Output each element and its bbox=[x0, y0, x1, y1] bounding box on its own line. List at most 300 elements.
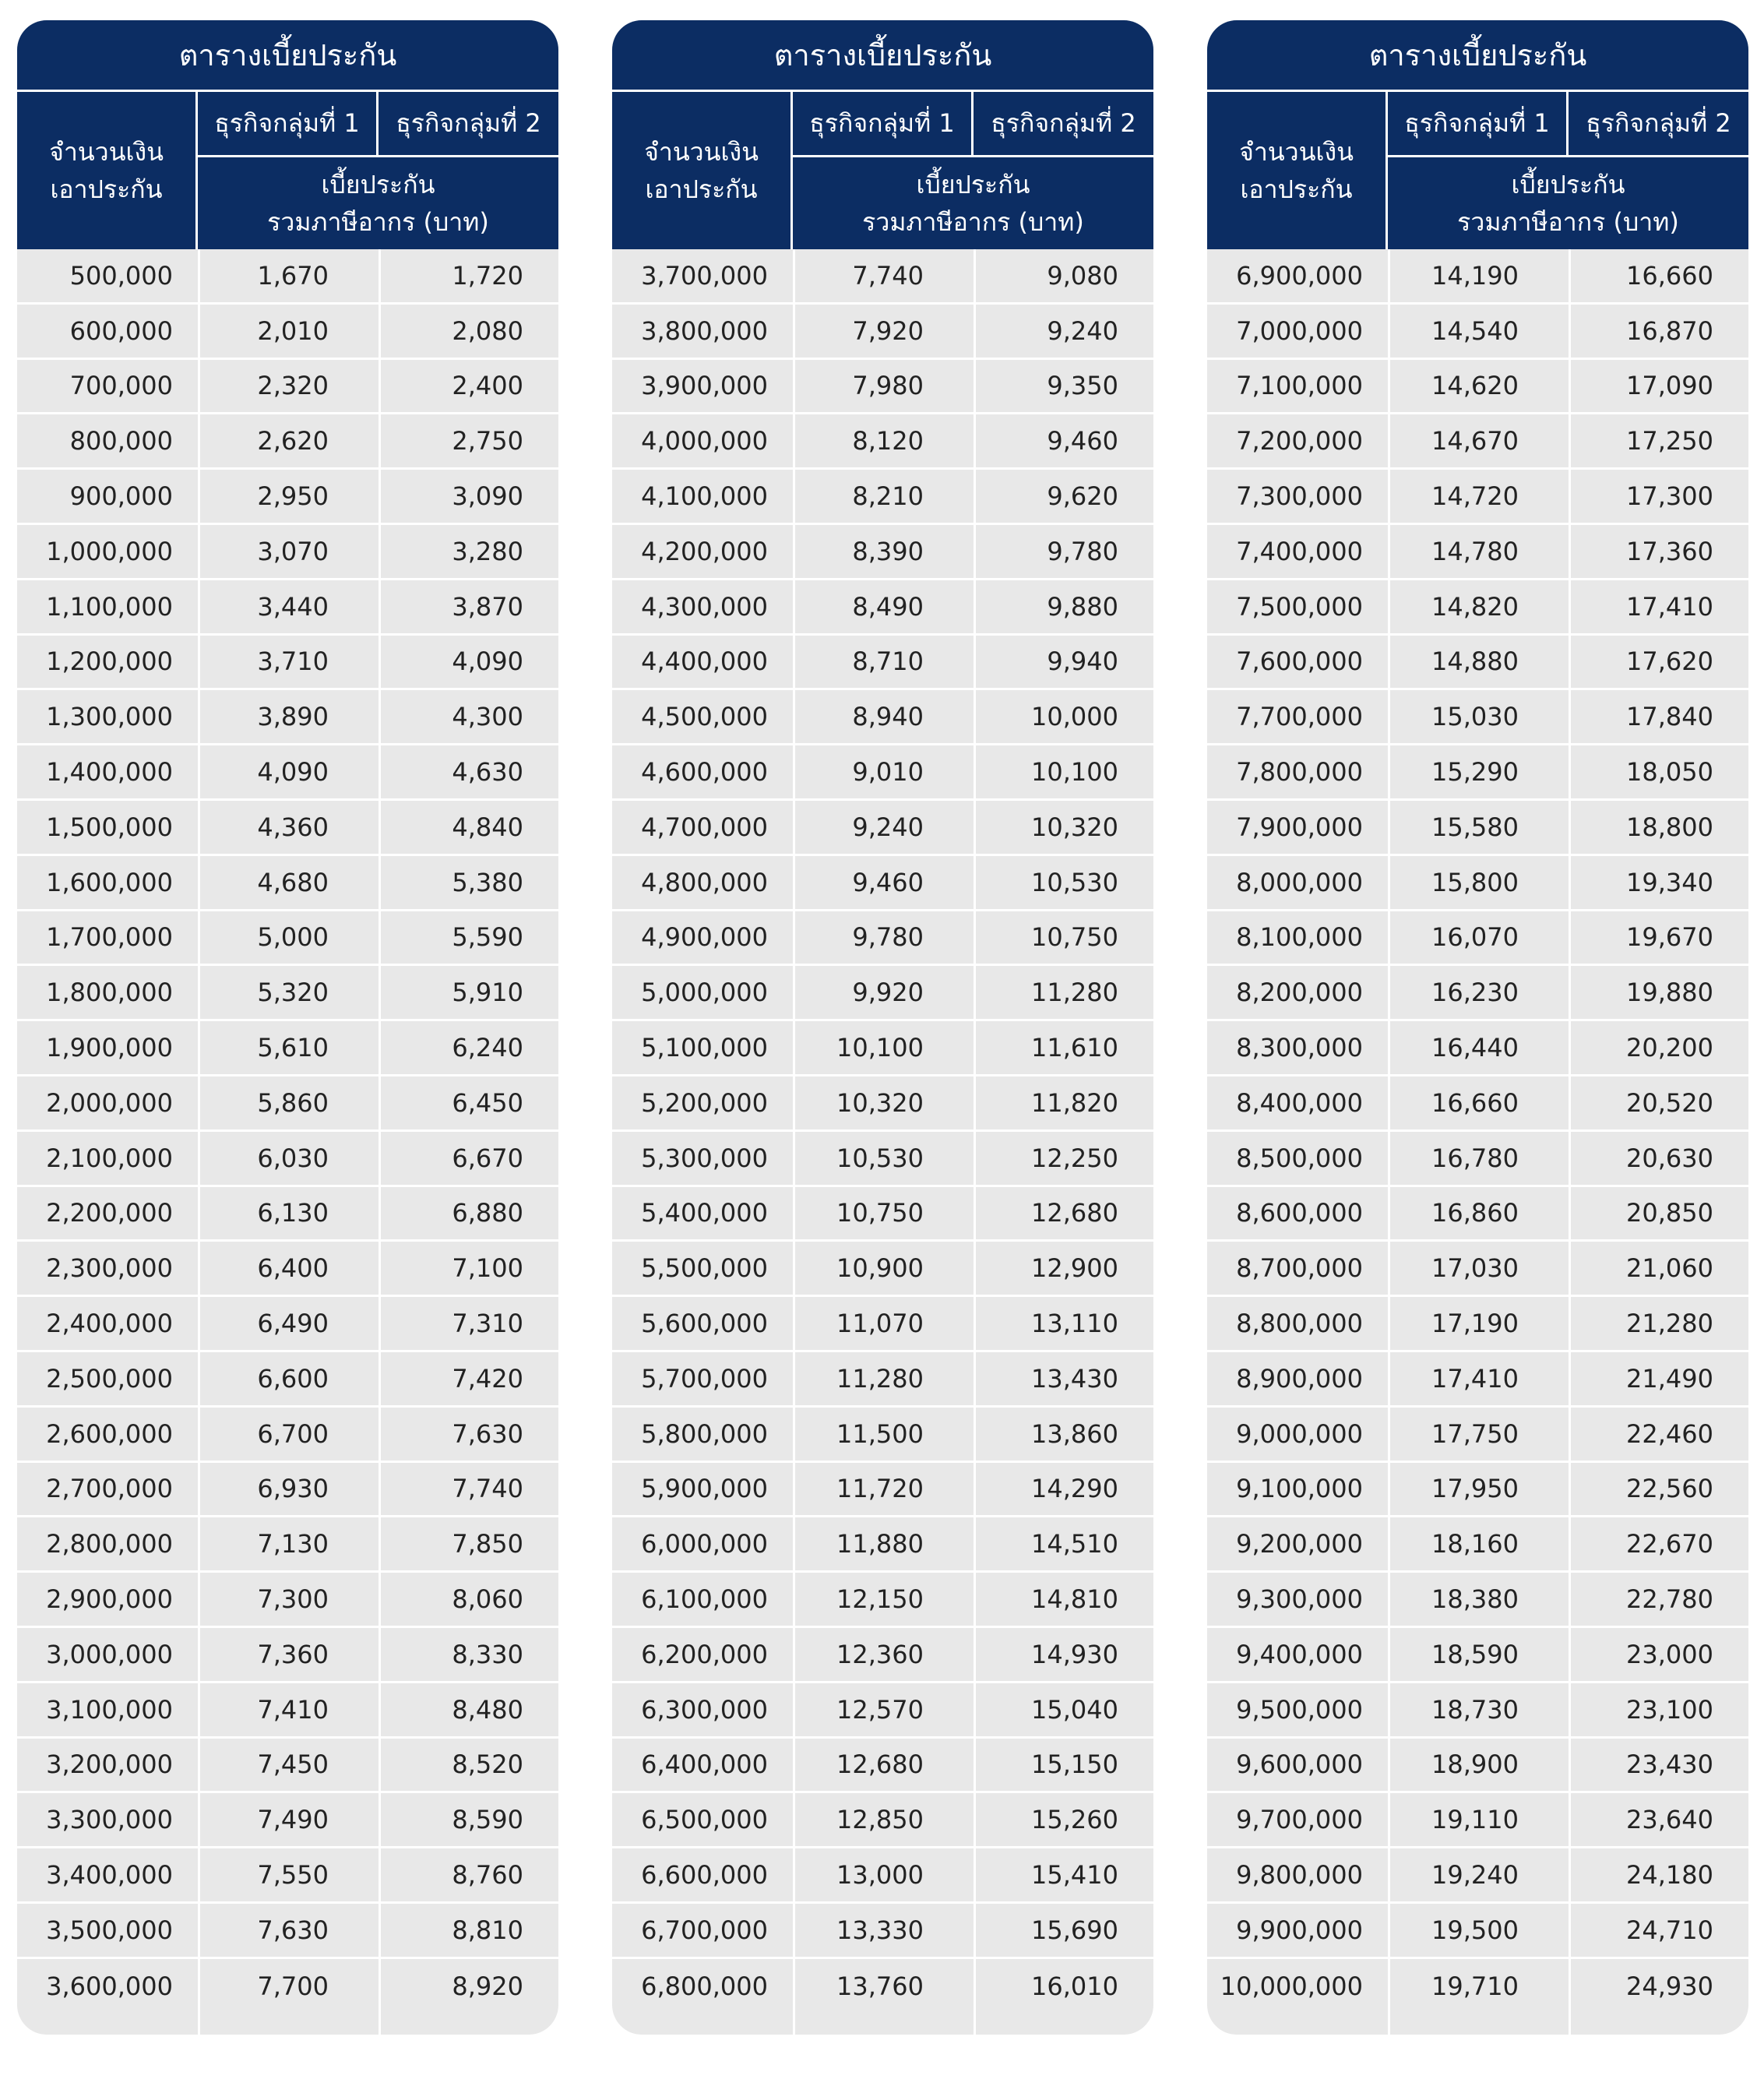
group2-premium-cell: 14,290 bbox=[1031, 1474, 1118, 1504]
group2-premium-cell: 9,940 bbox=[1047, 647, 1118, 677]
group1-premium-cell: 16,860 bbox=[1431, 1198, 1519, 1228]
group1-premium-cell: 6,130 bbox=[257, 1198, 329, 1228]
table-row bbox=[1207, 636, 1748, 691]
group1-premium-cell: 7,630 bbox=[257, 1915, 329, 1945]
sum-insured-cell: 8,000,000 bbox=[1236, 867, 1363, 897]
table-row bbox=[612, 911, 1153, 967]
table-row bbox=[612, 1021, 1153, 1076]
sum-insured-label-line2: เอาประกัน bbox=[1240, 174, 1353, 204]
premium-table-3 bbox=[1207, 20, 1748, 2035]
group1-premium-cell: 3,070 bbox=[257, 536, 329, 566]
group2-premium-cell: 10,100 bbox=[1031, 757, 1118, 788]
sum-insured-cell: 1,600,000 bbox=[46, 867, 173, 897]
group1-header: ธุรกิจกลุ่มที่ 1 bbox=[1388, 92, 1569, 157]
table-row bbox=[17, 1352, 558, 1408]
table-row bbox=[17, 1463, 558, 1518]
table-row bbox=[1207, 414, 1748, 470]
group1-premium-cell: 12,360 bbox=[836, 1639, 924, 1669]
premium-label-line1: เบี้ยประกัน bbox=[1511, 170, 1625, 199]
sum-insured-cell: 5,700,000 bbox=[641, 1363, 768, 1394]
table-row bbox=[17, 414, 558, 470]
sum-insured-cell: 800,000 bbox=[69, 426, 173, 456]
group1-premium-cell: 7,980 bbox=[852, 371, 924, 401]
table-row bbox=[612, 1463, 1153, 1518]
table-row bbox=[17, 1848, 558, 1904]
group2-premium-cell: 17,620 bbox=[1626, 647, 1713, 677]
table-row bbox=[1207, 525, 1748, 580]
sum-insured-cell: 7,000,000 bbox=[1236, 315, 1363, 346]
group2-premium-cell: 9,780 bbox=[1047, 536, 1118, 566]
table-row bbox=[612, 1242, 1153, 1297]
table-row bbox=[1207, 690, 1748, 745]
sum-insured-cell: 1,500,000 bbox=[46, 812, 173, 842]
sum-insured-label-line1: จำนวนเงิน bbox=[644, 137, 759, 167]
sum-insured-cell: 6,400,000 bbox=[641, 1750, 768, 1780]
table-row bbox=[1207, 966, 1748, 1021]
premium-table-1 bbox=[17, 20, 558, 2035]
group2-premium-cell: 18,050 bbox=[1626, 757, 1713, 788]
sum-insured-cell: 4,800,000 bbox=[641, 867, 768, 897]
group1-premium-cell: 8,710 bbox=[852, 647, 924, 677]
group1-premium-cell: 14,540 bbox=[1431, 315, 1519, 346]
sum-insured-cell: 6,000,000 bbox=[641, 1529, 768, 1559]
group2-premium-cell: 19,880 bbox=[1626, 978, 1713, 1008]
table-row bbox=[17, 360, 558, 415]
table-row bbox=[1207, 249, 1748, 305]
group1-premium-cell: 17,190 bbox=[1431, 1309, 1519, 1339]
group1-premium-cell: 7,740 bbox=[852, 260, 924, 291]
group1-premium-cell: 11,070 bbox=[836, 1309, 924, 1339]
group1-premium-cell: 14,190 bbox=[1431, 260, 1519, 291]
group2-premium-cell: 19,340 bbox=[1626, 867, 1713, 897]
group1-premium-cell: 13,760 bbox=[836, 1972, 924, 2002]
group1-premium-cell: 7,300 bbox=[257, 1584, 329, 1615]
table-row bbox=[612, 525, 1153, 580]
group1-premium-cell: 14,820 bbox=[1431, 591, 1519, 622]
group2-premium-cell: 11,610 bbox=[1031, 1033, 1118, 1063]
sum-insured-header bbox=[612, 92, 793, 249]
group2-premium-cell: 9,460 bbox=[1047, 426, 1118, 456]
sum-insured-cell: 8,900,000 bbox=[1236, 1363, 1363, 1394]
sum-insured-cell: 2,200,000 bbox=[46, 1198, 173, 1228]
group1-premium-cell: 19,240 bbox=[1431, 1860, 1519, 1890]
table-row bbox=[612, 745, 1153, 801]
table-row bbox=[612, 1352, 1153, 1408]
sum-insured-cell: 6,200,000 bbox=[641, 1639, 768, 1669]
table-row bbox=[612, 1793, 1153, 1848]
table-row bbox=[1207, 856, 1748, 911]
table-row bbox=[1207, 580, 1748, 636]
group2-premium-cell: 7,420 bbox=[452, 1363, 523, 1394]
group2-premium-cell: 17,360 bbox=[1626, 536, 1713, 566]
group2-premium-cell: 15,150 bbox=[1031, 1750, 1118, 1780]
group1-premium-cell: 18,590 bbox=[1431, 1639, 1519, 1669]
group2-premium-cell: 8,810 bbox=[452, 1915, 523, 1945]
group1-premium-cell: 3,710 bbox=[257, 647, 329, 677]
group2-premium-cell: 3,870 bbox=[452, 591, 523, 622]
group1-premium-cell: 2,950 bbox=[257, 481, 329, 512]
group2-premium-cell: 24,180 bbox=[1626, 1860, 1713, 1890]
table-row bbox=[17, 1573, 558, 1628]
sum-insured-cell: 2,000,000 bbox=[46, 1087, 173, 1118]
group2-premium-cell: 17,300 bbox=[1626, 481, 1713, 512]
group1-premium-cell: 19,710 bbox=[1431, 1972, 1519, 2002]
sum-insured-cell: 2,100,000 bbox=[46, 1143, 173, 1173]
group2-premium-cell: 11,820 bbox=[1031, 1087, 1118, 1118]
group2-premium-cell: 2,400 bbox=[452, 371, 523, 401]
sum-insured-cell: 600,000 bbox=[69, 315, 173, 346]
table-row bbox=[612, 690, 1153, 745]
table-body bbox=[1207, 249, 1748, 2035]
table-row bbox=[612, 1848, 1153, 1904]
table-title: ตารางเบี้ยประกัน bbox=[17, 20, 558, 92]
table-row bbox=[612, 360, 1153, 415]
sum-insured-cell: 1,800,000 bbox=[46, 978, 173, 1008]
table-row bbox=[1207, 305, 1748, 360]
sum-insured-cell: 5,100,000 bbox=[641, 1033, 768, 1063]
sum-insured-cell: 3,500,000 bbox=[46, 1915, 173, 1945]
group1-premium-cell: 7,490 bbox=[257, 1805, 329, 1835]
group2-premium-cell: 10,530 bbox=[1031, 867, 1118, 897]
table-row bbox=[1207, 1408, 1748, 1463]
group2-premium-cell: 17,410 bbox=[1626, 591, 1713, 622]
table-row bbox=[1207, 911, 1748, 967]
table-row bbox=[17, 966, 558, 1021]
sum-insured-cell: 1,700,000 bbox=[46, 922, 173, 953]
sum-insured-label-line1: จำนวนเงิน bbox=[49, 137, 164, 167]
group2-premium-cell: 21,490 bbox=[1626, 1363, 1713, 1394]
group2-premium-cell: 18,800 bbox=[1626, 812, 1713, 842]
sum-insured-cell: 7,300,000 bbox=[1236, 481, 1363, 512]
group2-premium-cell: 8,590 bbox=[452, 1805, 523, 1835]
group1-premium-cell: 16,440 bbox=[1431, 1033, 1519, 1063]
group2-premium-cell: 20,520 bbox=[1626, 1087, 1713, 1118]
table-row bbox=[17, 305, 558, 360]
table-row bbox=[1207, 1076, 1748, 1132]
sum-insured-cell: 8,400,000 bbox=[1236, 1087, 1363, 1118]
group1-premium-cell: 10,320 bbox=[836, 1087, 924, 1118]
sum-insured-cell: 6,700,000 bbox=[641, 1915, 768, 1945]
group2-premium-cell: 7,630 bbox=[452, 1418, 523, 1449]
sum-insured-cell: 8,300,000 bbox=[1236, 1033, 1363, 1063]
group2-premium-cell: 16,010 bbox=[1031, 1972, 1118, 2002]
table-row bbox=[17, 1517, 558, 1573]
table-row bbox=[17, 1408, 558, 1463]
group1-premium-cell: 2,010 bbox=[257, 315, 329, 346]
premium-table-2 bbox=[612, 20, 1153, 2035]
sum-insured-cell: 7,200,000 bbox=[1236, 426, 1363, 456]
table-header bbox=[1207, 92, 1748, 249]
group2-premium-cell: 7,310 bbox=[452, 1309, 523, 1339]
sum-insured-cell: 8,800,000 bbox=[1236, 1309, 1363, 1339]
premium-label-line2: รวมภาษีอากร (บาท) bbox=[267, 207, 489, 237]
sum-insured-cell: 4,200,000 bbox=[641, 536, 768, 566]
sum-insured-cell: 4,000,000 bbox=[641, 426, 768, 456]
table-row bbox=[612, 1959, 1153, 2014]
table-row bbox=[17, 690, 558, 745]
sum-insured-cell: 9,400,000 bbox=[1236, 1639, 1363, 1669]
sum-insured-cell: 5,500,000 bbox=[641, 1253, 768, 1284]
group1-premium-cell: 9,780 bbox=[852, 922, 924, 953]
table-row bbox=[1207, 1848, 1748, 1904]
group2-premium-cell: 23,640 bbox=[1626, 1805, 1713, 1835]
group1-premium-cell: 6,930 bbox=[257, 1474, 329, 1504]
table-row bbox=[1207, 1352, 1748, 1408]
group2-header: ธุรกิจกลุ่มที่ 2 bbox=[974, 92, 1153, 157]
group2-premium-cell: 15,040 bbox=[1031, 1694, 1118, 1725]
table-row bbox=[612, 580, 1153, 636]
sum-insured-cell: 6,800,000 bbox=[641, 1972, 768, 2002]
sum-insured-cell: 5,600,000 bbox=[641, 1309, 768, 1339]
table-row bbox=[1207, 360, 1748, 415]
premium-label-line2: รวมภาษีอากร (บาท) bbox=[862, 207, 1084, 237]
sum-insured-cell: 4,600,000 bbox=[641, 757, 768, 788]
sum-insured-cell: 4,100,000 bbox=[641, 481, 768, 512]
group1-header: ธุรกิจกลุ่มที่ 1 bbox=[793, 92, 974, 157]
group1-premium-cell: 2,320 bbox=[257, 371, 329, 401]
table-row bbox=[17, 1297, 558, 1352]
sum-insured-cell: 7,600,000 bbox=[1236, 647, 1363, 677]
group1-premium-cell: 6,030 bbox=[257, 1143, 329, 1173]
sum-insured-cell: 7,400,000 bbox=[1236, 536, 1363, 566]
sum-insured-cell: 7,700,000 bbox=[1236, 702, 1363, 732]
table-row bbox=[1207, 1517, 1748, 1573]
group2-premium-cell: 8,480 bbox=[452, 1694, 523, 1725]
table-row bbox=[1207, 1904, 1748, 1959]
group2-premium-cell: 15,260 bbox=[1031, 1805, 1118, 1835]
table-row bbox=[1207, 745, 1748, 801]
table-title: ตารางเบี้ยประกัน bbox=[612, 20, 1153, 92]
group1-premium-cell: 15,290 bbox=[1431, 757, 1519, 788]
group2-premium-cell: 19,670 bbox=[1626, 922, 1713, 953]
sum-insured-cell: 3,200,000 bbox=[46, 1750, 173, 1780]
group2-premium-cell: 9,880 bbox=[1047, 591, 1118, 622]
table-row bbox=[1207, 1242, 1748, 1297]
table-row bbox=[17, 856, 558, 911]
group2-premium-cell: 5,910 bbox=[452, 978, 523, 1008]
sum-insured-cell: 8,100,000 bbox=[1236, 922, 1363, 953]
table-row bbox=[17, 1904, 558, 1959]
group2-premium-cell: 12,680 bbox=[1031, 1198, 1118, 1228]
group2-premium-cell: 4,300 bbox=[452, 702, 523, 732]
group1-premium-cell: 19,110 bbox=[1431, 1805, 1519, 1835]
table-row bbox=[17, 470, 558, 525]
group1-premium-cell: 14,670 bbox=[1431, 426, 1519, 456]
group1-premium-cell: 1,670 bbox=[257, 260, 329, 291]
group2-premium-cell: 6,880 bbox=[452, 1198, 523, 1228]
sum-insured-cell: 3,800,000 bbox=[641, 315, 768, 346]
sum-insured-header bbox=[17, 92, 198, 249]
table-row bbox=[612, 1517, 1153, 1573]
group1-premium-cell: 17,750 bbox=[1431, 1418, 1519, 1449]
sum-insured-cell: 3,700,000 bbox=[641, 260, 768, 291]
table-row bbox=[17, 1959, 558, 2014]
group1-premium-cell: 5,610 bbox=[257, 1033, 329, 1063]
group2-premium-cell: 6,450 bbox=[452, 1087, 523, 1118]
table-body bbox=[17, 249, 558, 2035]
premium-header bbox=[793, 157, 1153, 249]
group2-premium-cell: 7,850 bbox=[452, 1529, 523, 1559]
group1-premium-cell: 4,090 bbox=[257, 757, 329, 788]
group2-premium-cell: 24,930 bbox=[1626, 1972, 1713, 2002]
table-row bbox=[1207, 1739, 1748, 1794]
premium-label-line1: เบี้ยประกัน bbox=[916, 170, 1030, 199]
group2-premium-cell: 21,060 bbox=[1626, 1253, 1713, 1284]
group1-premium-cell: 4,680 bbox=[257, 867, 329, 897]
group2-premium-cell: 2,080 bbox=[452, 315, 523, 346]
sum-insured-cell: 1,900,000 bbox=[46, 1033, 173, 1063]
group2-premium-cell: 22,670 bbox=[1626, 1529, 1713, 1559]
sum-insured-cell: 6,300,000 bbox=[641, 1694, 768, 1725]
sum-insured-cell: 5,900,000 bbox=[641, 1474, 768, 1504]
sum-insured-cell: 900,000 bbox=[69, 481, 173, 512]
sum-insured-cell: 8,500,000 bbox=[1236, 1143, 1363, 1173]
group2-premium-cell: 23,000 bbox=[1626, 1639, 1713, 1669]
premium-header bbox=[1388, 157, 1748, 249]
group1-premium-cell: 7,410 bbox=[257, 1694, 329, 1725]
group2-premium-cell: 9,240 bbox=[1047, 315, 1118, 346]
group1-premium-cell: 18,160 bbox=[1431, 1529, 1519, 1559]
group2-premium-cell: 6,670 bbox=[452, 1143, 523, 1173]
table-row bbox=[612, 305, 1153, 360]
group1-premium-cell: 9,240 bbox=[852, 812, 924, 842]
table-row bbox=[612, 414, 1153, 470]
table-row bbox=[612, 1683, 1153, 1739]
group2-premium-cell: 22,780 bbox=[1626, 1584, 1713, 1615]
group1-premium-cell: 11,280 bbox=[836, 1363, 924, 1394]
group1-premium-cell: 3,440 bbox=[257, 591, 329, 622]
group1-premium-cell: 6,400 bbox=[257, 1253, 329, 1284]
table-row bbox=[612, 1132, 1153, 1187]
group1-premium-cell: 5,000 bbox=[257, 922, 329, 953]
table-row bbox=[1207, 1187, 1748, 1242]
table-row bbox=[1207, 1628, 1748, 1683]
group1-premium-cell: 12,680 bbox=[836, 1750, 924, 1780]
group1-premium-cell: 10,530 bbox=[836, 1143, 924, 1173]
group2-premium-cell: 14,810 bbox=[1031, 1584, 1118, 1615]
group1-premium-cell: 15,030 bbox=[1431, 702, 1519, 732]
table-row bbox=[612, 1408, 1153, 1463]
sum-insured-cell: 7,900,000 bbox=[1236, 812, 1363, 842]
table-row bbox=[17, 580, 558, 636]
group1-premium-cell: 3,890 bbox=[257, 702, 329, 732]
sum-insured-cell: 5,000,000 bbox=[641, 978, 768, 1008]
table-title: ตารางเบี้ยประกัน bbox=[1207, 20, 1748, 92]
sum-insured-cell: 3,300,000 bbox=[46, 1805, 173, 1835]
group2-premium-cell: 20,850 bbox=[1626, 1198, 1713, 1228]
table-row bbox=[1207, 801, 1748, 856]
group1-premium-cell: 14,880 bbox=[1431, 647, 1519, 677]
group1-premium-cell: 7,360 bbox=[257, 1639, 329, 1669]
table-row bbox=[1207, 1793, 1748, 1848]
group1-premium-cell: 8,210 bbox=[852, 481, 924, 512]
group2-premium-cell: 22,560 bbox=[1626, 1474, 1713, 1504]
group1-premium-cell: 16,230 bbox=[1431, 978, 1519, 1008]
sum-insured-cell: 700,000 bbox=[69, 371, 173, 401]
sum-insured-label-line2: เอาประกัน bbox=[645, 174, 758, 204]
table-row bbox=[612, 249, 1153, 305]
group2-premium-cell: 12,250 bbox=[1031, 1143, 1118, 1173]
group1-premium-cell: 14,620 bbox=[1431, 371, 1519, 401]
sum-insured-cell: 10,000,000 bbox=[1220, 1972, 1363, 2002]
sum-insured-cell: 5,200,000 bbox=[641, 1087, 768, 1118]
sum-insured-cell: 9,200,000 bbox=[1236, 1529, 1363, 1559]
group2-premium-cell: 16,660 bbox=[1626, 260, 1713, 291]
table-row bbox=[17, 249, 558, 305]
group1-premium-cell: 10,750 bbox=[836, 1198, 924, 1228]
group1-premium-cell: 9,920 bbox=[852, 978, 924, 1008]
sum-insured-cell: 9,500,000 bbox=[1236, 1694, 1363, 1725]
table-row bbox=[1207, 470, 1748, 525]
group1-premium-cell: 2,620 bbox=[257, 426, 329, 456]
table-row bbox=[17, 1793, 558, 1848]
group2-premium-cell: 17,840 bbox=[1626, 702, 1713, 732]
group1-premium-cell: 18,380 bbox=[1431, 1584, 1519, 1615]
table-row bbox=[17, 1242, 558, 1297]
group2-premium-cell: 23,430 bbox=[1626, 1750, 1713, 1780]
group2-premium-cell: 9,620 bbox=[1047, 481, 1118, 512]
group2-premium-cell: 1,720 bbox=[452, 260, 523, 291]
table-row bbox=[1207, 1683, 1748, 1739]
group2-premium-cell: 5,590 bbox=[452, 922, 523, 953]
group2-premium-cell: 15,690 bbox=[1031, 1915, 1118, 1945]
sum-insured-cell: 3,900,000 bbox=[641, 371, 768, 401]
sum-insured-cell: 9,800,000 bbox=[1236, 1860, 1363, 1890]
sum-insured-cell: 9,000,000 bbox=[1236, 1418, 1363, 1449]
premium-label-line1: เบี้ยประกัน bbox=[321, 170, 435, 199]
group2-premium-cell: 13,110 bbox=[1031, 1309, 1118, 1339]
sum-insured-cell: 7,100,000 bbox=[1236, 371, 1363, 401]
table-row bbox=[17, 801, 558, 856]
group2-premium-cell: 10,000 bbox=[1031, 702, 1118, 732]
table-row bbox=[17, 745, 558, 801]
sum-insured-cell: 4,300,000 bbox=[641, 591, 768, 622]
group1-header: ธุรกิจกลุ่มที่ 1 bbox=[198, 92, 379, 157]
sum-insured-cell: 5,800,000 bbox=[641, 1418, 768, 1449]
group2-premium-cell: 4,090 bbox=[452, 647, 523, 677]
group2-premium-cell: 9,350 bbox=[1047, 371, 1118, 401]
group2-premium-cell: 22,460 bbox=[1626, 1418, 1713, 1449]
group2-premium-cell: 3,280 bbox=[452, 536, 523, 566]
sum-insured-cell: 4,500,000 bbox=[641, 702, 768, 732]
sum-insured-cell: 2,500,000 bbox=[46, 1363, 173, 1394]
group1-premium-cell: 9,460 bbox=[852, 867, 924, 897]
group2-premium-cell: 13,430 bbox=[1031, 1363, 1118, 1394]
sum-insured-cell: 2,800,000 bbox=[46, 1529, 173, 1559]
sum-insured-cell: 6,900,000 bbox=[1236, 260, 1363, 291]
sum-insured-cell: 8,200,000 bbox=[1236, 978, 1363, 1008]
group1-premium-cell: 18,730 bbox=[1431, 1694, 1519, 1725]
group1-premium-cell: 13,330 bbox=[836, 1915, 924, 1945]
group1-premium-cell: 17,950 bbox=[1431, 1474, 1519, 1504]
group1-premium-cell: 4,360 bbox=[257, 812, 329, 842]
group1-premium-cell: 15,800 bbox=[1431, 867, 1519, 897]
group2-premium-cell: 20,200 bbox=[1626, 1033, 1713, 1063]
sum-insured-cell: 7,800,000 bbox=[1236, 757, 1363, 788]
sum-insured-cell: 2,300,000 bbox=[46, 1253, 173, 1284]
group2-premium-cell: 9,080 bbox=[1047, 260, 1118, 291]
sum-insured-cell: 500,000 bbox=[69, 260, 173, 291]
sum-insured-cell: 5,400,000 bbox=[641, 1198, 768, 1228]
group2-premium-cell: 20,630 bbox=[1626, 1143, 1713, 1173]
group1-premium-cell: 7,700 bbox=[257, 1972, 329, 2002]
table-row bbox=[17, 1076, 558, 1132]
group1-premium-cell: 6,490 bbox=[257, 1309, 329, 1339]
group2-premium-cell: 16,870 bbox=[1626, 315, 1713, 346]
sum-insured-cell: 4,400,000 bbox=[641, 647, 768, 677]
group2-premium-cell: 8,060 bbox=[452, 1584, 523, 1615]
sum-insured-cell: 7,500,000 bbox=[1236, 591, 1363, 622]
